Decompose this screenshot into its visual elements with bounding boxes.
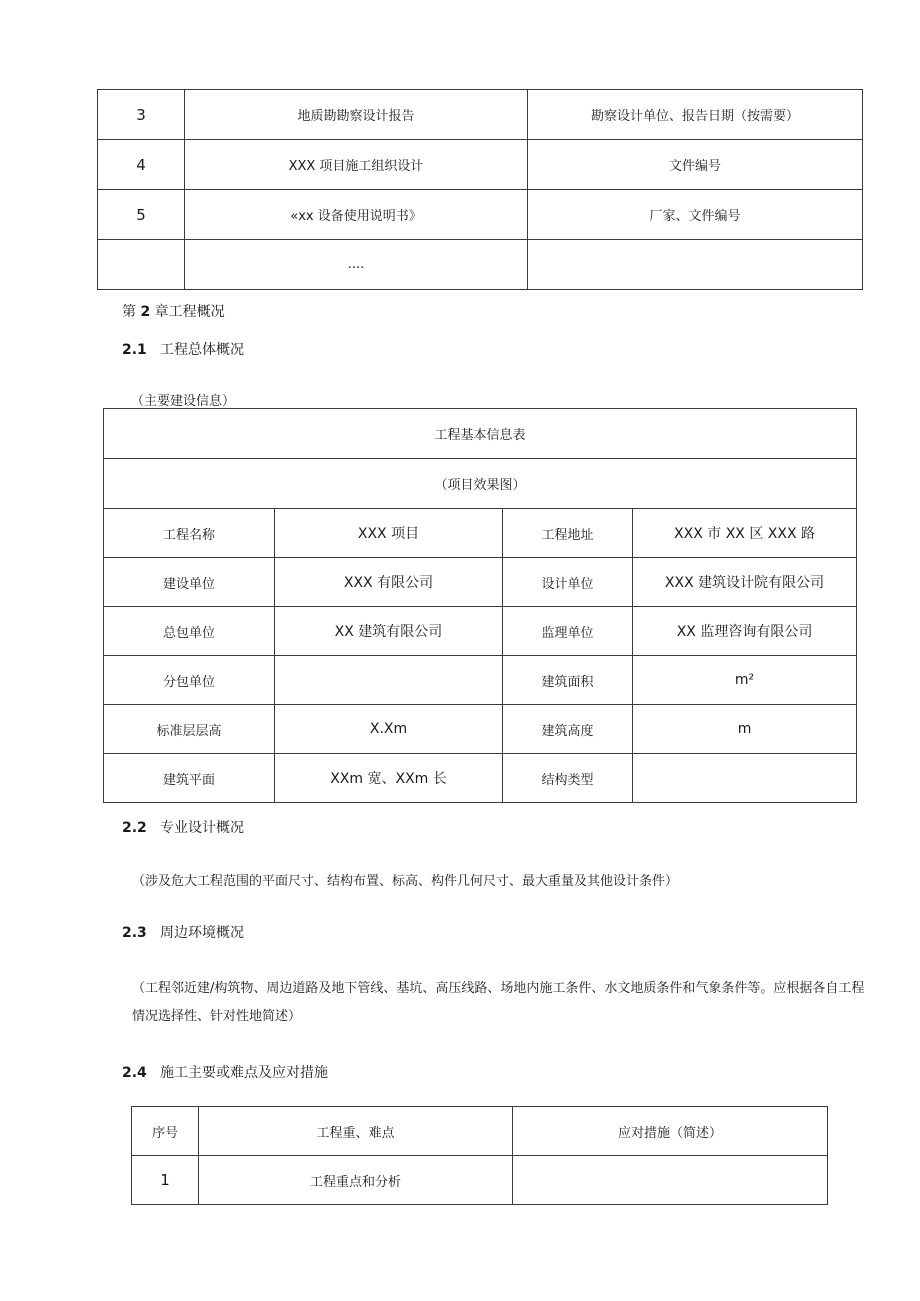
field-label: 设计单位 [503, 558, 633, 607]
field-label: 建设单位 [104, 558, 275, 607]
section-number: 2.1 [122, 342, 147, 358]
column-header: 工程重、难点 [199, 1107, 513, 1156]
section-note: （工程邻近建/构筑物、周边道路及地下管线、基坑、高压线路、场地内施工条件、水文地质条件和气象条件等。应根据各自工程情况选择性、针对性地简述） [132, 981, 865, 1024]
section-note: （涉及危大工程范围的平面尺寸、结构布置、标高、构件几何尺寸、最大重量及其他设计条件） [132, 874, 679, 889]
document-remark: 厂家、文件编号 [528, 190, 863, 240]
field-value [275, 656, 503, 705]
field-value: XXX 市 XX 区 XXX 路 [633, 509, 857, 558]
row-number: 1 [132, 1156, 199, 1205]
field-label: 标准层层高 [104, 705, 275, 754]
section-title: 工程总体概况 [160, 342, 244, 358]
table-row [104, 754, 857, 803]
field-label: 工程地址 [503, 509, 633, 558]
field-label: 监理单位 [503, 607, 633, 656]
image-placeholder-row [104, 459, 857, 509]
document-name: XXX 项目施工组织设计 [185, 140, 528, 190]
section-number: 2.4 [122, 1065, 147, 1081]
table-row [104, 656, 857, 705]
section-heading-2-1 [122, 339, 244, 359]
field-value: X.Xm [275, 705, 503, 754]
table-row [104, 509, 857, 558]
section-title: 施工主要或难点及应对措施 [160, 1065, 328, 1081]
field-label: 建筑平面 [104, 754, 275, 803]
difficulty-measures-table [131, 1106, 828, 1205]
section-title: 周边环境概况 [160, 925, 244, 941]
reference-documents-table [97, 89, 863, 290]
document-remark: 勘察设计单位、报告日期（按需要） [528, 90, 863, 140]
field-value: m [633, 705, 857, 754]
chapter-title: 章工程概况 [150, 304, 225, 320]
field-value: XXX 建筑设计院有限公司 [633, 558, 857, 607]
table-row [98, 190, 863, 240]
section-heading-2-2 [122, 817, 244, 837]
table-row [132, 1156, 828, 1205]
field-value: XXm 宽、XXm 长 [275, 754, 503, 803]
document-name: 地质勘勘察设计报告 [185, 90, 528, 140]
row-number [98, 240, 185, 290]
document-remark: 文件编号 [528, 140, 863, 190]
table-header-row [132, 1107, 828, 1156]
table-title: 工程基本信息表 [104, 409, 857, 459]
row-number: 3 [98, 90, 185, 140]
row-number: 5 [98, 190, 185, 240]
section-heading-2-4 [122, 1062, 328, 1082]
section-number: 2.3 [122, 925, 147, 941]
field-value: XX 监理咨询有限公司 [633, 607, 857, 656]
project-info-table [103, 408, 857, 803]
column-header: 序号 [132, 1107, 199, 1156]
document-name: .... [185, 240, 528, 290]
rendering-placeholder: （项目效果图） [104, 459, 857, 509]
field-label: 工程名称 [104, 509, 275, 558]
column-header: 应对措施（简述） [513, 1107, 828, 1156]
table-row [98, 90, 863, 140]
document-name: «xx 设备使用说明书》 [185, 190, 528, 240]
field-value: XX 建筑有限公司 [275, 607, 503, 656]
chapter-heading [122, 301, 225, 321]
field-value [633, 754, 857, 803]
field-label: 结构类型 [503, 754, 633, 803]
field-value: XXX 有限公司 [275, 558, 503, 607]
document-remark [528, 240, 863, 290]
section-title: 专业设计概况 [160, 820, 244, 836]
field-label: 建筑高度 [503, 705, 633, 754]
section-number: 2.2 [122, 820, 147, 836]
difficulty-item: 工程重点和分析 [199, 1156, 513, 1205]
field-label: 建筑面积 [503, 656, 633, 705]
table-row [98, 240, 863, 290]
table-row [98, 140, 863, 190]
field-label: 分包单位 [104, 656, 275, 705]
table-title-row [104, 409, 857, 459]
table-row [104, 607, 857, 656]
chapter-prefix: 第 [122, 304, 141, 320]
table-row [104, 558, 857, 607]
section-note: （主要建设信息） [131, 394, 236, 409]
field-value: m² [633, 656, 857, 705]
section-heading-2-3 [122, 922, 244, 942]
row-number: 4 [98, 140, 185, 190]
measure-cell [513, 1156, 828, 1205]
field-label: 总包单位 [104, 607, 275, 656]
table-row [104, 705, 857, 754]
chapter-number: 2 [140, 304, 151, 320]
field-value: XXX 项目 [275, 509, 503, 558]
